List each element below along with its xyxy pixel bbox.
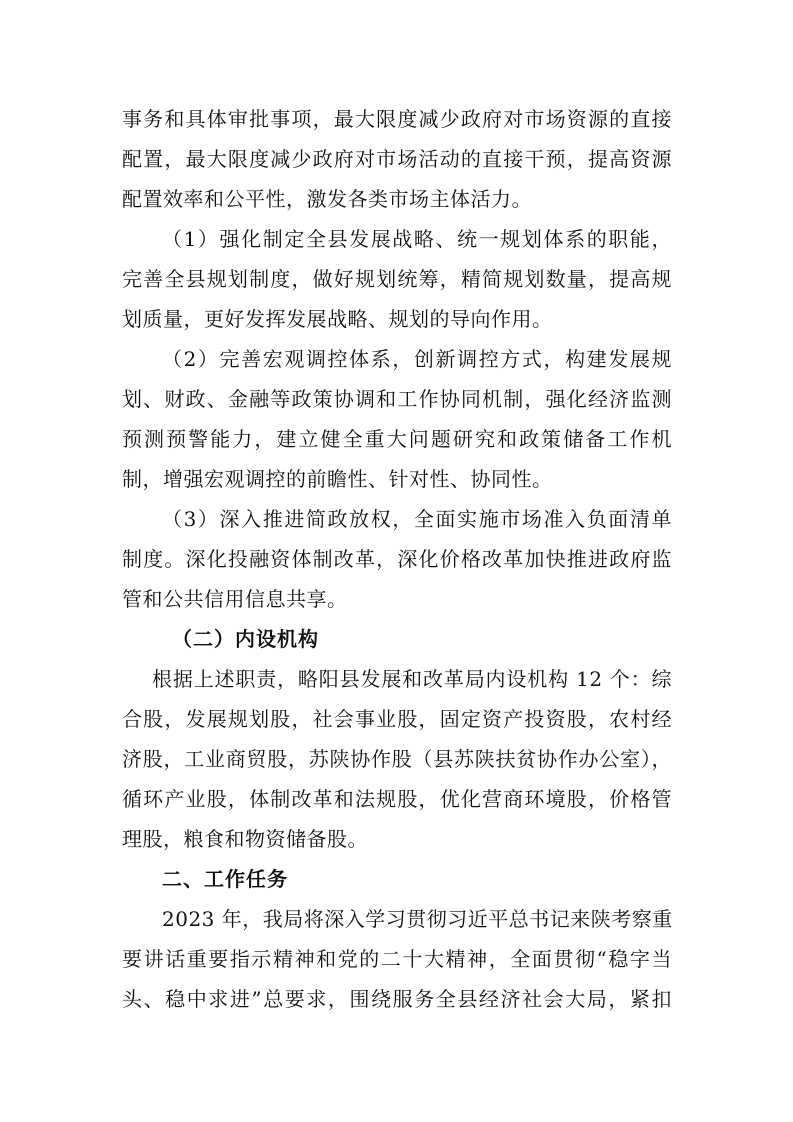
- section-heading-internal-structure: （二）内设机构: [172, 627, 319, 651]
- text-line: 预测预警能力，建立健全重大问题研究和政策储备工作机: [122, 427, 672, 451]
- text-line: 制度。深化投融资体制改革，深化价格改革加快推进政府监: [122, 547, 672, 571]
- text-line: 头、稳中求进”总要求，围绕服务全县经济社会大局，紧扣: [122, 987, 672, 1011]
- text-line: 事务和具体审批事项，最大限度减少政府对市场资源的直接: [122, 107, 672, 131]
- text-line: 完善全县规划制度，做好规划统筹，精简规划数量，提高规: [122, 267, 672, 291]
- text-line: 配置效率和公平性，激发各类市场主体活力。: [122, 187, 532, 211]
- text-line: 理股，粮食和物资储备股。: [122, 827, 368, 851]
- text-line: 合股，发展规划股，社会事业股，固定资产投资股，农村经: [122, 707, 672, 731]
- text-line: 循环产业股，体制改革和法规股，优化营商环境股，价格管: [122, 787, 672, 811]
- paragraph-item-1-start: （1）强化制定全县发展战略、统一规划体系的职能，: [162, 227, 672, 251]
- text-line: 济股，工业商贸股，苏陕协作股（县苏陕扶贫协作办公室），: [122, 747, 672, 771]
- paragraph-structure-start: 根据上述职责，略阳县发展和改革局内设机构 12 个：综: [152, 667, 672, 691]
- text-line: 配置，最大限度减少政府对市场活动的直接干预，提高资源: [122, 147, 672, 171]
- text-line: 制，增强宏观调控的前瞻性、针对性、协同性。: [122, 467, 553, 491]
- paragraph-item-3-start: （3）深入推进简政放权，全面实施市场准入负面清单: [162, 507, 672, 531]
- text-line: 划、财政、金融等政策协调和工作协同机制，强化经济监测: [122, 387, 672, 411]
- paragraph-tasks-start: 2023 年，我局将深入学习贯彻习近平总书记来陕考察重: [162, 907, 673, 931]
- text-line: 管和公共信用信息共享。: [122, 587, 348, 611]
- text-line: 要讲话重要指示精神和党的二十大精神，全面贯彻“稳字当: [122, 947, 672, 971]
- text-line: 划质量，更好发挥发展战略、规划的导向作用。: [122, 307, 553, 331]
- paragraph-item-2-start: （2）完善宏观调控体系，创新调控方式，构建发展规: [162, 347, 672, 371]
- section-heading-work-tasks: 二、工作任务: [162, 867, 288, 891]
